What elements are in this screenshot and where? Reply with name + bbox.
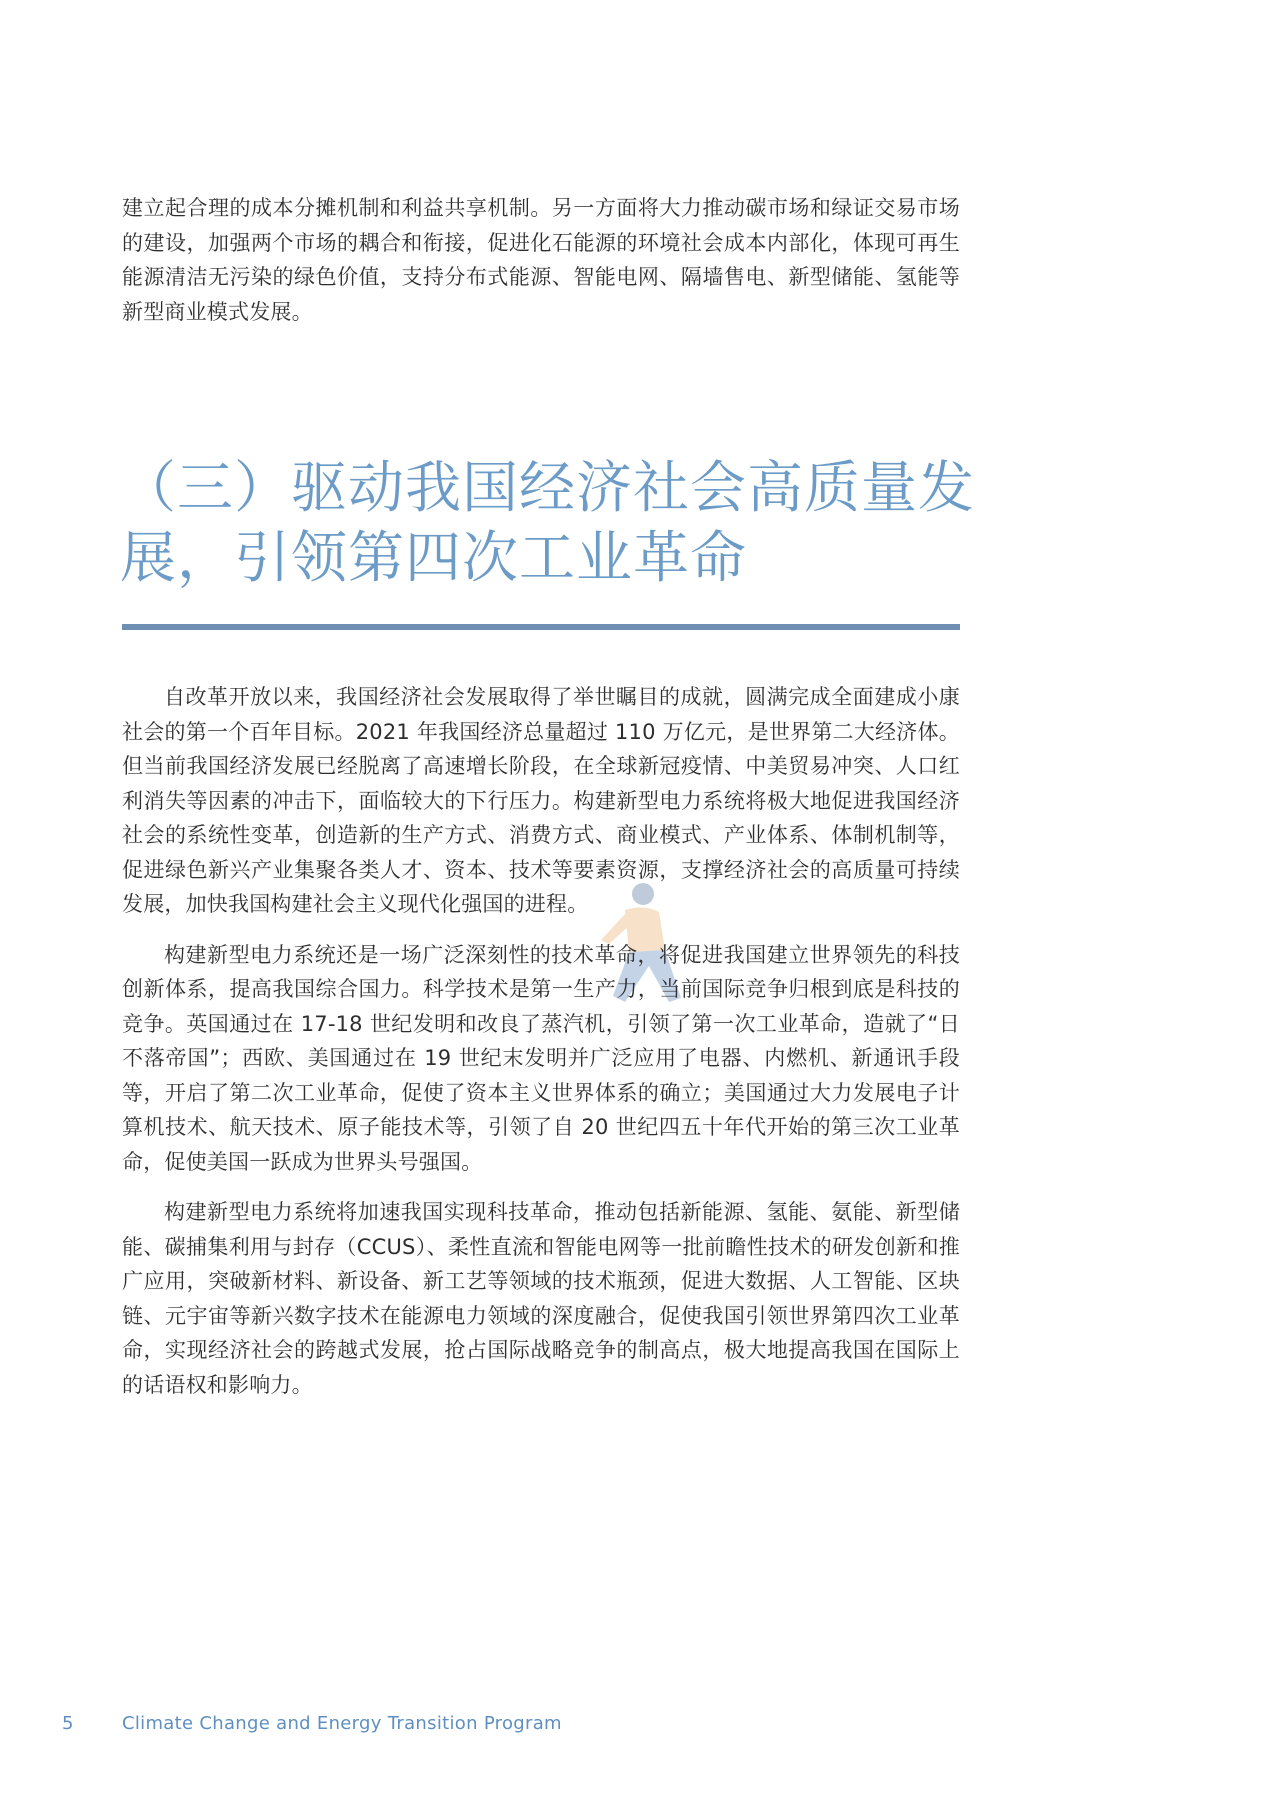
page-number: 5 xyxy=(62,1713,74,1734)
paragraph: 自改革开放以来，我国经济社会发展取得了举世瞩目的成就，圆满完成全面建成小康社会的第一个百年目标。2021 年我国经济总量超过 110 万亿元，是世界第二大经济体。但当前我国经济发展已经脱离了高速增长阶段，在全球新冠疫情、中美贸易冲突、人口红利消失等因素的冲击下，面临较大的下行压力。构建新型电力系统将极大地促进我国经济社会的系统性变革，创造新的生产方式、消费方式、商业模式、产业体系、体制机制等，促进绿色新兴产业集聚各类人才、资本、技术等要素资源，支撑经济社会的高质量可持续发展，加快我国构建社会主义现代化强国的进程。 xyxy=(122,685,960,916)
section-title xyxy=(120,454,1000,594)
paragraph: 构建新型电力系统还是一场广泛深刻性的技术革命，将促进我国建立世界领先的科技创新体系，提高我国综合国力。科学技术是第一生产力，当前国际竞争归根到底是科技的竞争。英国通过在 17-18 世纪发明和改良了蒸汽机，引领了第一次工业革命，造就了“日不落帝国”；西欧、美国通过在 19 世纪末发明并广泛应用了电器、内燃机、新通讯手段等，开启了第二次工业革命，促使了资本主义世界体系的确立；美国通过大力发展电子计算机技术、航天技术、原子能技术等，引领了自 20 世纪四五十年代开始的第三次工业革命，促使美国一跃成为世界头号强国。 xyxy=(122,942,960,1174)
body-text xyxy=(122,680,960,1418)
section-title-line-2: 展，引领第四次工业革命 xyxy=(120,526,747,591)
title-divider xyxy=(122,624,960,630)
section-title-line-1: （三）驱动我国经济社会高质量发 xyxy=(120,456,975,521)
paragraph: 构建新型电力系统将加速我国实现科技革命，推动包括新能源、氢能、氨能、新型储能、碳捕集利用与封存（CCUS）、柔性直流和智能电网等一批前瞻性技术的研发创新和推广应用，突破新材料、新设备、新工艺等领域的技术瓶颈，促进大数据、人工智能、区块链、元宇宙等新兴数字技术在能源电力领域的深度融合，促使我国引领世界第四次工业革命，实现经济社会的跨越式发展，抢占国际战略竞争的制高点，极大地提高我国在国际上的话语权和影响力。 xyxy=(122,1200,960,1397)
intro-paragraph: 建立起合理的成本分摊机制和利益共享机制。另一方面将大力推动碳市场和绿证交易市场的建设，加强两个市场的耦合和衔接，促进化石能源的环境社会成本内部化，体现可再生能源清洁无污染的绿色价值，支持分布式能源、智能电网、隔墙售电、新型储能、氢能等新型商业模式发展。 xyxy=(122,196,960,324)
footer-program-name: Climate Change and Energy Transition Program xyxy=(122,1713,562,1734)
